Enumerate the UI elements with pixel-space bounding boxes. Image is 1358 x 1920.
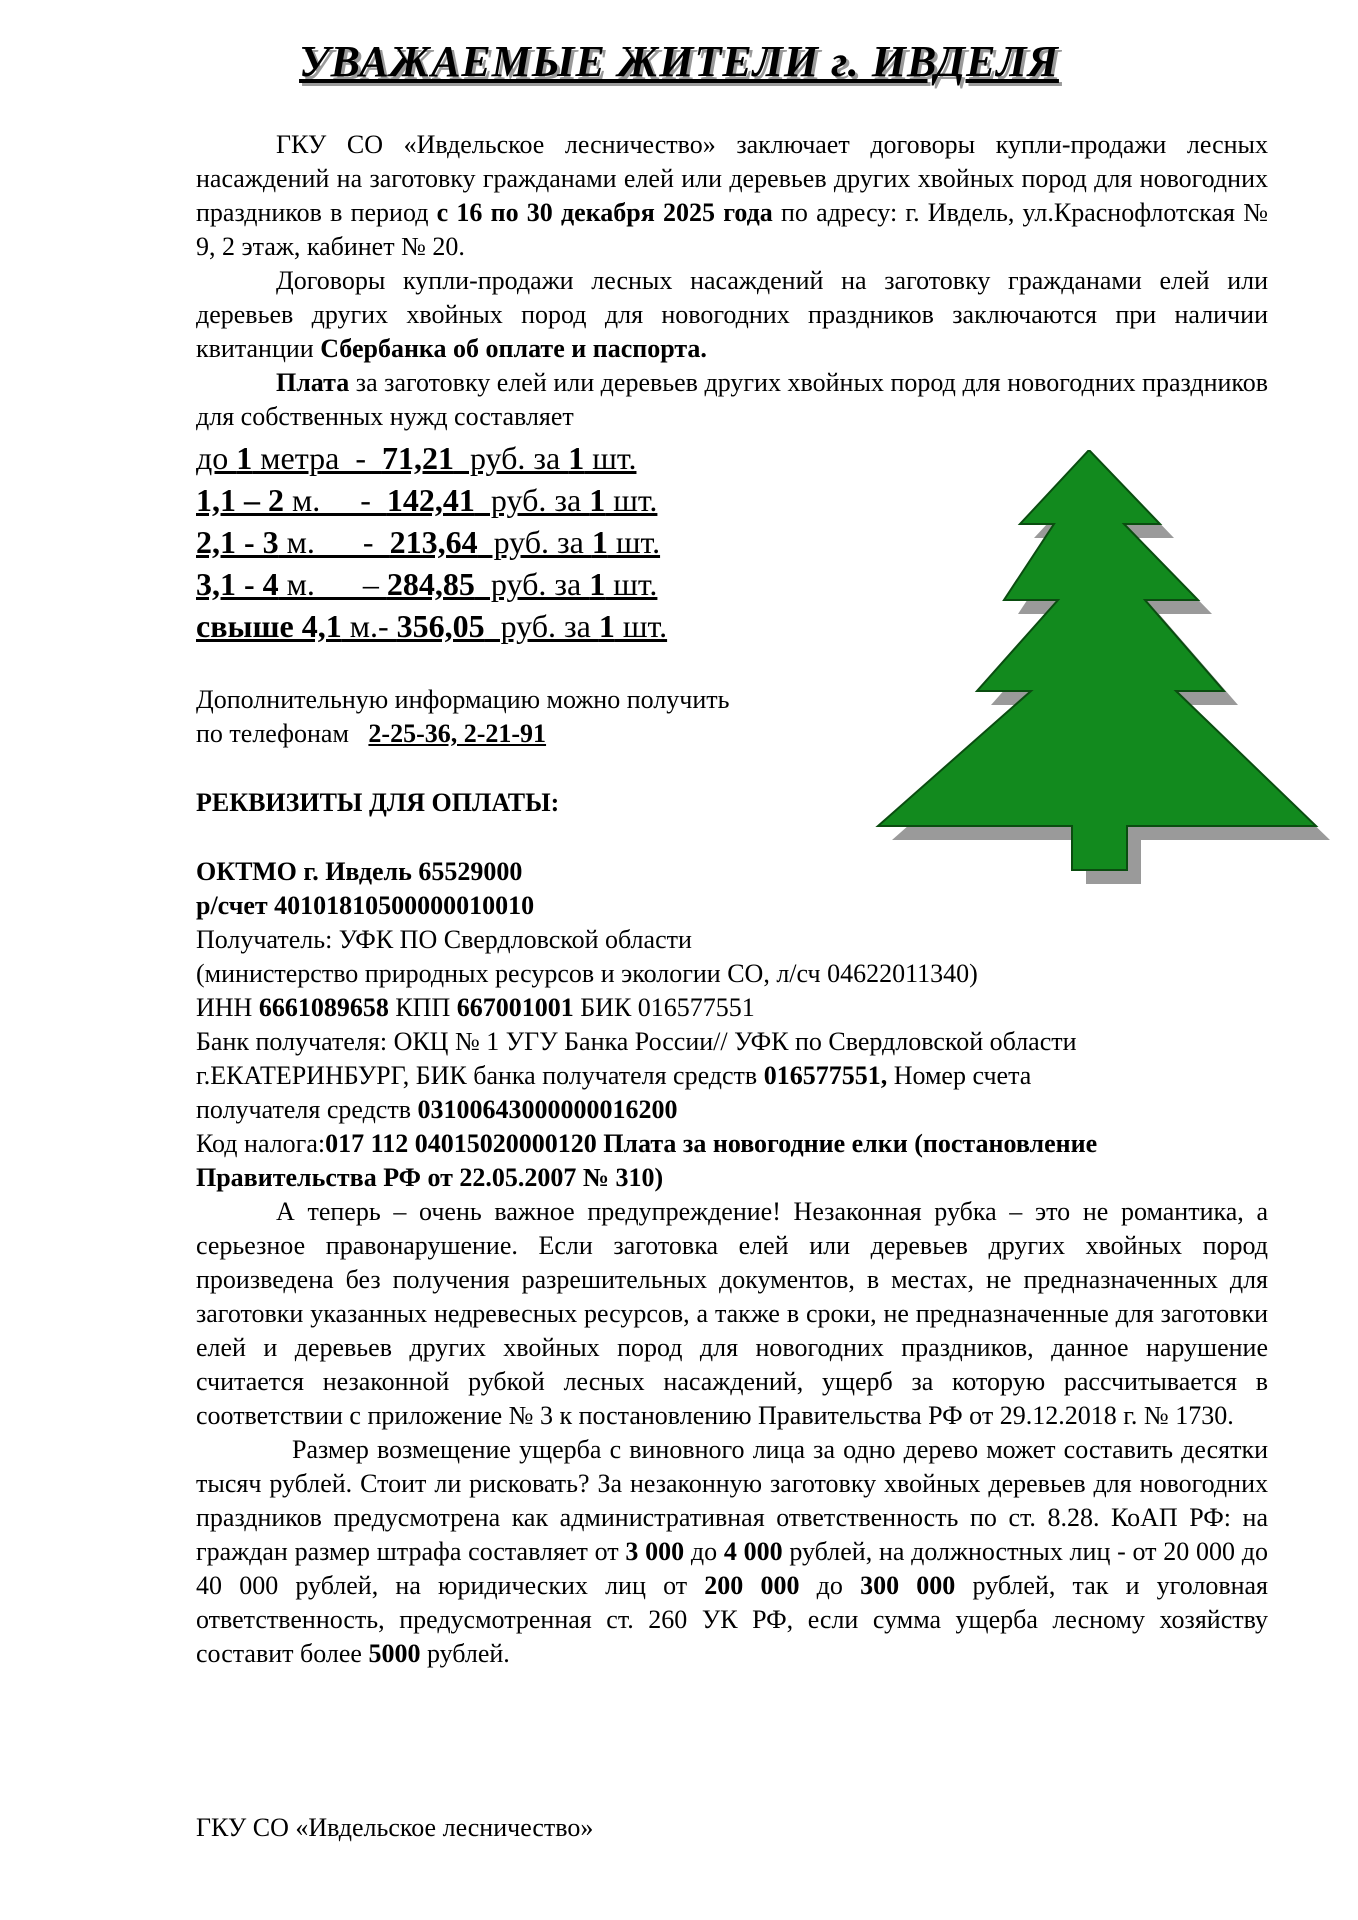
phone-numbers: 2-25-36, 2-21-91	[368, 719, 547, 748]
price-row	[196, 564, 657, 604]
intro-block	[196, 128, 1268, 434]
paragraph-penalties: Размер возмещение ущерба с виновного лица за одно дерево может составить десятки тысяч рублей. Стоит ли рисковать? За незаконную заготовку хвойных деревьев для новогодних праздников предусмотрена как административная ответственность по ст. 8.28. КоАП РФ: на граждан размер штрафа составляет от 3 000 до 4 000 рублей, на должностных лиц - от 20 000 до 40 000 рублей, на юридических лиц от 200 000 до 300 000 рублей, так и уголовная ответственность, предусмотренная ст. 260 УК РФ, если сумма ущерба лесному хозяйству составит более 5000 рублей.	[196, 1435, 1269, 1668]
page-title: УВАЖАЕМЫЕ ЖИТЕЛИ г. ИВДЕЛЯ	[299, 37, 1059, 86]
info-line: Дополнительную информацию можно получить	[196, 685, 730, 714]
inn-kpp-bik: ИНН 6661089658 КПП 667001001 БИК 016577551	[196, 993, 755, 1022]
price-row	[196, 438, 636, 478]
oktmo: ОКТМО г. Ивдель 65529000	[196, 857, 523, 886]
paragraph-warning: А теперь – очень важное предупреждение! Незаконная рубка – это не романтика, а серьезное правонарушение. Если заготовка елей или деревьев других хвойных пород произведена без получения разрешительных документов, в местах, не предназначенных для заготовки указанных недревесных ресурсов, а также в сроки, не предназначенные для заготовки елей и деревьев других хвойных пород для новогодних праздников, данное нарушение считается незаконной рубкой лесных насаждений, ущерб за которую рассчитывается в соответствии с приложение № 3 к постановлению Правительства РФ от 29.12.2018 г. № 1730.	[196, 1197, 1268, 1430]
ministry: (министерство природных ресурсов и экологии СО, л/сч 04622011340)	[196, 959, 978, 988]
account: р/счет 40101810500000010010	[196, 891, 535, 920]
text: по телефонам	[196, 719, 369, 748]
paragraph-fee	[196, 366, 1268, 434]
text: по адресу: г. Ивдель, ул.Краснофлотская № 9, 2 этаж, кабинет № 20.	[196, 198, 1268, 261]
paragraph-requirements	[196, 264, 1268, 366]
signature: ГКУ СО «Ивдельское лесничество»	[196, 1813, 594, 1842]
recipient: Получатель: УФК ПО Свердловской области	[196, 925, 692, 954]
fir-tree-icon	[870, 450, 1330, 890]
requisites-block	[196, 855, 1286, 1195]
text: за заготовку елей или деревьев других хвойных пород для новогодних праздников для собственных нужд составляет	[196, 368, 1268, 431]
fee-label: Плата	[276, 368, 350, 397]
bank: Банк получателя: ОКЦ № 1 УГУ Банка России// УФК по Свердловской области	[196, 1027, 1077, 1056]
price-row-text: свыше 4,1 м.- 356,05 руб. за 1 шт.	[196, 608, 668, 644]
price-row-text: 2,1 - 3 м. - 213,64 руб. за 1 шт.	[196, 524, 661, 560]
required-documents: Сбербанка об оплате и паспорта.	[320, 334, 707, 363]
requisites-heading: РЕКВИЗИТЫ ДЛЯ ОПЛАТЫ:	[196, 788, 560, 817]
price-row	[196, 522, 660, 562]
bank-city: г.ЕКАТЕРИНБУРГ, БИК банка получателя средств 016577551, Номер счета	[196, 1061, 1032, 1090]
warning-block	[196, 1195, 1268, 1671]
price-row-text: 1,1 – 2 м. - 142,41 руб. за 1 шт.	[196, 482, 658, 518]
text: Договоры купли-продажи лесных насаждений на заготовку гражданами елей или деревьев других хвойных пород для новогодних праздников заключаются при наличии квитанции	[196, 266, 1268, 363]
paragraph-contracts	[196, 128, 1268, 264]
price-row	[196, 480, 657, 520]
tax-code: Код налога:017 112 04015020000120 Плата за новогодние елки (постановление	[196, 1129, 1098, 1158]
price-row-text: 3,1 - 4 м. – 284,85 руб. за 1 шт.	[196, 566, 658, 602]
price-row	[196, 606, 667, 646]
tax-code-continuation: Правительства РФ от 22.05.2007 № 310)	[196, 1163, 664, 1192]
price-row-text: до 1 метра - 71,21 руб. за 1 шт.	[196, 440, 637, 476]
text: ГКУ СО «Ивдельское лесничество» заключает договоры купли-продажи лесных насаждений на заготовку гражданами елей или деревьев других хвойных пород для новогодних праздников в период	[196, 130, 1268, 227]
recipient-account: получателя средств 03100643000000016200	[196, 1095, 678, 1124]
period-dates: с 16 по 30 декабря 2025 года	[436, 198, 773, 227]
phones-line	[196, 717, 546, 751]
